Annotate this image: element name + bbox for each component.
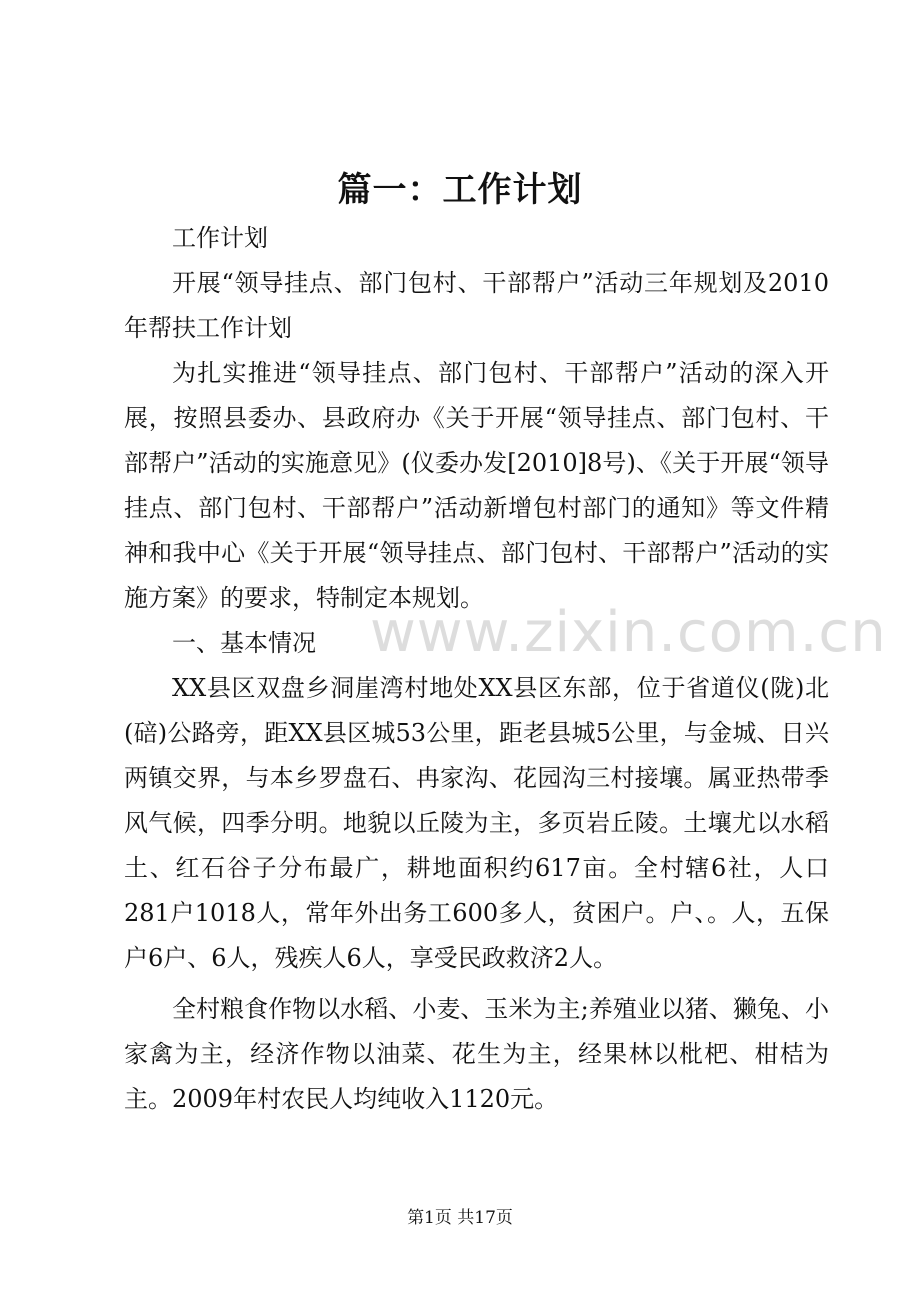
paragraph-subtitle: 开展“领导挂点、部门包村、干部帮户”活动三年规划及2010年帮扶工作计划 bbox=[124, 269, 829, 342]
document-title: 篇一：工作计划 bbox=[337, 170, 583, 210]
paragraph-basic-info: XX县区双盘乡洞崖湾村地处XX县区东部，位于省道仪(陇)北(碚)公路旁，距XX县区城53公里，距老县城5公里，与金城、日兴两镇交界，与本乡罗盘石、冉家沟、花园沟三村接壤。属亚热带季风气候，四季分明。地貌以丘陵为主，多页岩丘陵。土壤尤以水稻土、红石谷子分布最广，耕地面积约617亩。全村辖6社，人口281户1018人，常年外出务工600多人，贫困户。户、。人，五保户6户、6人，残疾人6人，享受民政救济2人。 bbox=[124, 674, 829, 972]
paragraph-intro: 为扎实推进“领导挂点、部门包村、干部帮户”活动的深入开展，按照县委办、县政府办《关于开展“领导挂点、部门包村、干部帮户”活动的实施意见》(仪委办发[2010]8号)、《关于开展“领导挂点、部门包村、干部帮户”活动新增包村部门的通知》等文件精神和我中心《关于开展“领导挂点、部门包村、干部帮户”活动的实施方案》的要求，特制定本规划。 bbox=[124, 359, 829, 612]
watermark: www.zixin.com.cn bbox=[370, 600, 887, 665]
section-heading: 一、基本情况 bbox=[172, 629, 316, 657]
document-body bbox=[124, 216, 829, 1122]
paragraph-heading: 工作计划 bbox=[172, 224, 268, 252]
paragraph-agriculture: 全村粮食作物以水稻、小麦、玉米为主;养殖业以猪、獭兔、小家禽为主，经济作物以油菜、花生为主，经果林以枇杷、柑桔为主。2009年村农民人均纯收入1120元。 bbox=[124, 995, 829, 1113]
page-footer: 第1页 共17页 bbox=[407, 1208, 513, 1228]
